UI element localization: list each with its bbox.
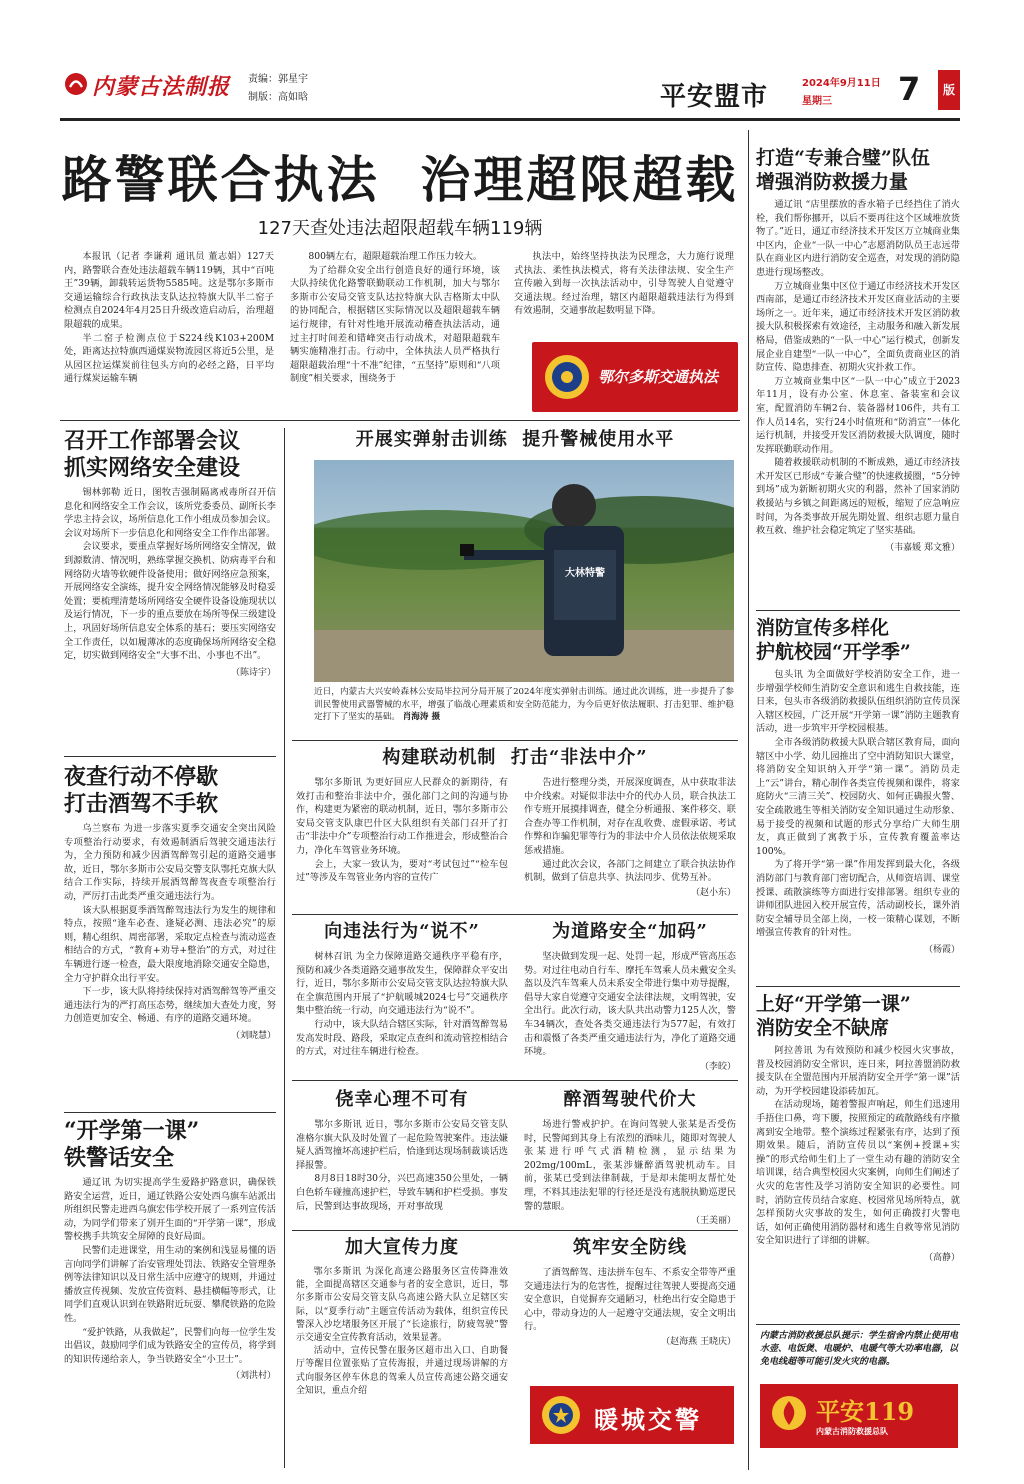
article-paragraph: 鄂尔多斯讯 近日，鄂尔多斯市公安局交管支队准格尔旗大队及时处置了一起危险驾驶案件。违法嫌疑人酒驾撞坏高速护栏后，恰逢到达现场制裁谈话选择报警。 (296, 1119, 508, 1171)
article-paragraph: 阿拉善讯 为有效预防和减少校园火灾事故，普及校园消防安全常识，连日来，阿拉善盟消防救援支队在全盟范围内开展消防安全开学“第一课”活动，为开学校园建设添砖加瓦。 (756, 1045, 960, 1097)
section-divider (292, 740, 738, 741)
lead-subheadline: 127天查处违法超限超载车辆119辆 (257, 218, 543, 239)
author-credit: （赵海燕 王晓庆） (661, 1336, 736, 1347)
left-column-rule (284, 428, 285, 1468)
article-paragraph: 通过此次会议，各部门之间建立了联合执法协作机制，做到了信息共享、执法同步、优势互补。 (524, 858, 736, 884)
mid-article-1-title: 构建联动机制 打击“非法中介” (382, 747, 648, 768)
traffic-enforcement-logo-text: 鄂尔多斯交通执法 (598, 368, 719, 386)
masthead-divider (60, 118, 960, 121)
lead-column-2 (290, 250, 500, 386)
lead-headline: 路警联合执法 治理超限超载 (61, 150, 739, 209)
article-paragraph: 场进行警戒护护。在询问驾驶人张某是否受伤时，民警闻到其身上有浓烈的酒味儿，随即对驾驶人张某进行呼气式酒精检测，显示结果为202mg/100mL，张某涉嫌醉酒驾驶机动车。目前，张某已受到法律制裁，于是却未能明友帮忙处理，不料其违法犯罪的行径还是没有逃脱执勤巡逻民警的慧眼。 (524, 1119, 736, 1212)
mid-article-1-col-2 (524, 776, 736, 900)
fire-emblem-icon (770, 1394, 808, 1436)
article-title-line: 增强消防救援力量 (756, 171, 909, 193)
left-article-1 (64, 428, 276, 678)
caption-text: 近日，内蒙古大兴安岭森林公安局毕拉河分局开展了2024年度实弹射击训练。通过此次训练，进一步提升了参训民警使用武器警械的水平，增强了临战心理素质和安全防范能力，为今后更好依法履职、打击犯罪、维护稳定打下了坚实的基础。 (314, 687, 734, 722)
author-credit: （韦嘉媛 郑文雅） (885, 542, 960, 553)
article-paragraph: 了酒驾醉驾、违法拼车包车、不系安全带等严重交通违法行为的危害性，提醒过往驾驶人要提高交通安全意识，自觉摒弃交通陋习，杜绝出行安全隐患于心中，带动身边的人一起遵守交通法规，安全文明出行。 (524, 1267, 736, 1333)
traffic-police-logo (530, 1386, 734, 1444)
safe-119-logo-text: 平安119 (816, 1397, 915, 1426)
right-column-rule (748, 130, 749, 1470)
mid-article-1-col-1 (296, 776, 508, 885)
fire-safety-tip: 内蒙古消防救援总队提示：学生宿舍内禁止使用电水壶、电饭煲、电暖炉、电暖气等大功率电器，以免电线超等可能引发火灾的电器。 (760, 1331, 959, 1367)
left-article-3 (64, 1118, 276, 1381)
lead-bottom-rule (60, 420, 740, 421)
article-paragraph: 万立城商业集中区“一队一中心”成立于2023年11月，设有办公室、休息室、备装室和会议室，配置消防车辆2台、装备器材106件，共有工作人员14名，实行24小时值班和“防消宣”一体化运行机制，并接受开发区消防救援大队调度，随时发挥联勤联动作用。 (756, 375, 960, 455)
article-paragraph: 通辽讯 为切实提高学生爱路护路意识，确保铁路安全运营，近日，通辽铁路公安处西乌旗车站派出所组织民警走进西乌旗宏伟学校开展了一系列宣传活动，为同学们带来了别开生面的“开学第一课”，形成警校携手共筑安全屏障的良好局面。 (64, 1177, 276, 1243)
newspaper-logo-icon (64, 72, 88, 96)
caption-credit: 肖海涛 摄 (402, 712, 441, 722)
page-number: 7 (898, 70, 921, 108)
lead-paragraph: 800辆左右，超限超载治理工作压力较大。 (308, 251, 483, 262)
mid-article-4-title: 侥幸心理不可有 (335, 1089, 469, 1110)
article-title-line: 护航校园“开学季” (756, 641, 911, 663)
safe-119-logo (760, 1384, 958, 1448)
photo-caption (314, 686, 734, 724)
article-title-line: 铁警话安全 (64, 1145, 175, 1171)
author-credit: （李皎） (699, 1061, 736, 1072)
lead-column-3 (514, 250, 734, 318)
section-divider (756, 1324, 960, 1325)
author-credit: （高静） (923, 1252, 960, 1263)
safe-119-logo-subtext: 内蒙古消防救援总队 (816, 1427, 888, 1436)
section-divider (756, 610, 960, 611)
producer-line: 制版：高如晗 (248, 92, 308, 103)
article-title-line: 夜查行动不停歇 (64, 764, 219, 790)
mid-article-3-title: 为道路安全“加码” (552, 921, 708, 942)
section-divider (292, 1230, 738, 1231)
author-credit: （刘洪村） (230, 1371, 276, 1382)
article-title-line: 抓实网络安全建设 (64, 455, 241, 481)
left-article-2 (64, 764, 276, 1041)
article-title-line: “开学第一课” (64, 1118, 200, 1144)
article-paragraph: 该大队根据夏季酒驾醉驾违法行为发生的规律和特点，按照“逢车必查、逢疑必测、违法必究”的原则，精心组织、周密部署，采取定点检查与流动巡查相结合的方式，“教育+劝导+整治”的方式，对过往车辆进行逐一检查，最大限度地消除交通安全隐患，全力守护群众出行平安。 (64, 904, 276, 984)
lead-paragraph: 为了给群众安全出行创造良好的通行环境，该大队持续优化路警联勤联动工作机制，加大与鄂尔多斯市公安局交管支队达拉特旗大队吉格斯太中队的协同配合，根据辖区实际情况以及超限超载车辆运行规律，有针对性地开展流动稽查执法活动，通过主打时间差和错峰突击行动战术，对超限超载车辆实施精准打击。行动中，全体执法人员严格执行超限超载治理“十不准”纪律，“五坚持”原则和“八项制度”相关要求，围绕务于 (290, 264, 500, 385)
article-paragraph: 鄂尔多斯讯 为深化高速公路服务区宣传降准效能，全面提高辖区交通参与者的安全意识，近日，鄂尔多斯市公安局交管支队乌高速公路大队立足辖区实际，以“夏季行动”主题宣传活动为载体，组织宣传民警深入沙圪堵服务区开展了“长途旅行，防疲驾驶”警示交通安全宣传教育活动，效果显著。 (296, 1267, 508, 1344)
article-paragraph: 包头讯 为全面做好学校消防安全工作，进一步增强学校师生消防安全意识和逃生自救技能，连日来，包头市各级消防救援队伍组织消防宣传员深入辖区校园，广泛开展“开学第一课”消防主题教育活动，进一步筑牢开学校园根基。 (756, 669, 960, 735)
section-divider (756, 986, 960, 987)
author-credit: （陈诗宇） (230, 667, 276, 678)
article-paragraph: 下一步，该大队将持续保持对酒驾醉驾等严重交通违法行为的严打高压态势，继续加大查处力度，努力创造更加安全、畅通、有序的道路交通环境。 (64, 986, 276, 1025)
traffic-police-logo-text: 暖城交警 (594, 1405, 702, 1434)
article-paragraph: 8月8日18时30分，兴巴高速350公里处，一辆白色轿车碰撞高速护栏，导致车辆和护栏受损。事发后，民警到达事故现场，开对事故现 (296, 1173, 508, 1212)
article-paragraph: 在活动现场，随着警报声响起，师生们迅速用手捂住口鼻，弯下腰，按照预定的疏散路线有序撤离到安全地带。整个演练过程紧张有序，达到了预期效果。随后，消防宣传员以“案例+授课+实操”的形式给师生们上了一堂生动有趣的消防安全培训课，结合典型校园火灾案例，向师生们阐述了火灾的危害性及学习消防安全知识的必要性。同时，消防宣传员结合家庭、校园常见场所特点，就怎样预防火灾事故的发生，如何正确拨打火警电话，如何正确使用消防器材和逃生自救等常见消防安全知识进行了详细的讲解。 (756, 1099, 960, 1247)
article-title-line: 打击酒驾不手软 (64, 791, 219, 817)
article-paragraph: 民警们走进课堂，用生动的案例和浅显易懂的语言向同学们讲解了治安管理处罚法、铁路安全管理条例等法律知识以及日常生活中应遵守的规则，并通过播放宣传视频、发放宣传资料、悬挂横幅等形式，让同学们直观认识到在铁路附近玩耍、攀爬铁路的危险性。 (64, 1244, 276, 1324)
mid-article-2-title: 向违法行为“说不” (324, 921, 480, 942)
author-credit: （赵小东） (690, 887, 736, 898)
newspaper-logo-text: 内蒙古法制报 (92, 74, 231, 100)
article-paragraph: “爱护铁路，从我做起”，民警们向每一位学生发出倡议，鼓励同学们成为铁路安全的宣传员，将学到的知识传递给亲人，争当铁路安全“小卫士”。 (64, 1326, 276, 1365)
right-article-1 (756, 146, 960, 553)
vest-label: 大林特警 (565, 568, 605, 579)
right-article-3 (756, 992, 960, 1263)
mid-article-7-title: 筑牢安全防线 (573, 1237, 687, 1258)
article-paragraph: 坚决做到发现一起、处罚一起，形成严管高压态势。对过往电动自行车、摩托车驾乘人员未戴安全头盔以及汽车驾乘人员未系安全带进行集中劝导提醒，倡导大家自觉遵守交通安全法律法规，文明驾驶，安全出行。此次行动，该大队共出动警力125人次，警车34辆次，查处各类交通违法行为577起，有效打击和震慑了各类严重交通违法行为，净化了道路交通环境。 (524, 951, 736, 1058)
mid-article-6-title: 加大宣传力度 (345, 1237, 459, 1258)
author-credit: （杨霞） (923, 944, 960, 955)
mid-article-7-body (524, 1266, 736, 1350)
article-title-line: 上好“开学第一课” (756, 993, 911, 1015)
page-badge (938, 70, 960, 110)
article-paragraph: 会上，大家一致认为，要对“考试包过”“检车包过”等涉及车驾管业务内容的宣传广 (296, 858, 508, 884)
author-credit: （刘晓慧） (230, 1030, 276, 1041)
photo-story-title: 开展实弹射击训练 提升警械使用水平 (355, 429, 675, 450)
issue-date: 2024年9月11日 (802, 78, 881, 89)
police-badge-icon (540, 1394, 582, 1440)
page-suffix: 版 (942, 83, 955, 97)
article-title-line: 打造“专兼合璧”队伍 (756, 147, 930, 169)
masthead (60, 66, 960, 118)
lead-paragraph: 本报讯（记者 李谦莉 通讯员 董志娟）127天内，路警联合查处违法超载车辆119辆，其中“百吨王”39辆，卸载转运货物5585吨。这是鄂尔多斯市交通运输综合行政执法支队达拉特旗大队半二窑子检测点自2024年4月25日升级改造启动后，治理超限超载的成果。 (64, 251, 274, 330)
mid-article-2-body (296, 950, 508, 1059)
article-paragraph: 为了将开学“第一课”作用发挥到最大化，各级消防部门与教育部门密切配合，从师资培训、课堂授课、疏散演练等方面进行安排部署。组织专业的讲师团队进园入校开展宣传，活动副校长，课外消防安全辅导员全部上岗，一校一策精心谋划，不断增强宣传教育的针对性。 (756, 859, 960, 939)
mid-article-6-body (296, 1266, 508, 1398)
author-credit: （王美丽） (690, 1216, 736, 1227)
article-title-line: 消防宣传多样化 (756, 617, 890, 639)
article-paragraph: 鄂尔多斯讯 为更好回应人民群众的新期待，有效打击和整治非法中介，强化部门之间的沟通与协作，构建更为紧密的联动机制，近日，鄂尔多斯市公安局交管支队康巴什区大队组织有关部门召开了打击“非法中介”专项整治行动工作推进会，形成整治合力，净化车驾管业务环境。 (296, 777, 508, 856)
section-divider (292, 1080, 738, 1081)
mid-article-4-body (296, 1118, 508, 1213)
section-title: 平安盟市 (660, 82, 769, 112)
mid-article-5-title: 醉酒驾驶代价大 (563, 1089, 697, 1110)
article-title-line: 消防安全不缺席 (756, 1017, 890, 1039)
article-paragraph: 会议要求，要重点掌握好场所网络安全情况，做到源数清、情况明，熟练掌握交换机、防病毒平台和网络防火墙等软硬件设备使用；做好网络应急预案，开展网络安全演练，提升安全网络情况能够及时稳妥处置；要梳理清楚场所网络安全硬件设备设施现状以及运行情况，下一步的重点要放在场所等保三级建设上，巩固好场所信息安全体系的基石；要压实网络安全工作责任，以如履薄冰的态度确保场所网络安全稳定，切实做到网络安全“大事不出、小事也不出”。 (64, 541, 276, 662)
traffic-enforcement-logo (532, 342, 738, 412)
article-paragraph: 活动中，宣传民警在服务区超市出入口、自助餐厅等醒目位置张贴了宣传海报，并通过现场讲解的方式向服务区停车休息的驾乘人员宣传高速公路交通安全知识，重点介绍 (296, 1346, 508, 1396)
article-paragraph: 全市各级消防救援大队联合辖区教育局，面向辖区中小学、幼儿园推出了空中消防知识大课堂，将消防安全知识纳入开学“第一课”。消防员走上“云”讲台，精心制作各类宣传视频和课件，将家庭防火“三清三关”、校园防火、如何正确报火警、安全疏散逃生等相关消防安全知识通过生动形象、易于接受的视频和试题的形式分享给广大师生朋友，真正做到了寓教于乐，宣传教育覆盖率达100%。 (756, 736, 960, 857)
lead-paragraph: 执法中，始终坚持执法为民理念，大力施行说理式执法、柔性执法模式，将有关法律法规、安全生产宣传融入到每一次执法活动中，引导驾驶人自觉遵守交通法规。经过治理，辖区内超限超载违法行为得到有效遏制，交通事故起数明显下降。 (514, 251, 734, 317)
lead-column-1 (64, 250, 274, 386)
article-title-line: 召开工作部署会议 (64, 428, 241, 454)
article-paragraph: 通辽讯 “店里摆放的香水箱子已经挡住了消火栓，我们帮你挪开，以后不要再往这个区域堆放货物了。”近日，通辽市经济技术开发区万立城商业集中区内，企业“一队一中心”志愿消防队员王志远带队在商业区内进行消防安全巡查，对发现的消防隐患进行现场整改。 (756, 199, 960, 278)
issue-weekday: 星期三 (802, 96, 832, 107)
article-paragraph: 树林召讯 为全力保障道路交通秩序平稳有序，预防和减少各类道路交通事故发生，保障群众平安出行，近日，鄂尔多斯市公安局交管支队达拉特旗大队在全旗范围内开展了“护航暖城2024七号”交通秩序集中整治统一行动，向交通违法行为“说不”。 (296, 951, 508, 1017)
editor-line: 责编：郭星宇 (248, 74, 308, 85)
mid-article-3-body (524, 950, 736, 1074)
section-divider (64, 1112, 276, 1113)
article-paragraph: 行动中，该大队结合辖区实际，针对酒驾醉驾易发高发时段、路段，采取定点查纠和流动管控相结合的方式，对过往车辆进行检查。 (296, 1018, 508, 1058)
article-paragraph: 万立城商业集中区位于通辽市经济技术开发区西南部，是通辽市经济技术开发区商业活动的主要场所之一。近年来，通辽市经济技术开发区消防救援大队积极探索有效途径，主动服务和融入新发展格局，借鉴成熟的“一队一中心”运行模式，创新发展企业自建型“一队一中心”，全面负责商业区的消防宣传、隐患排查、初期火灾扑救工作。 (756, 280, 960, 374)
article-paragraph: 乌兰察布 为进一步落实夏季交通安全突出风险专项整治行动要求，有效遏制酒后驾驶交通违法行为，全力预防和减少因酒驾醉驾引起的道路交通事故，近日，鄂尔多斯市公安局交警支队鄂托克旗大队结合工作实际，持续开展酒驾醉驾夜查专项整治行动，严厉打击此类严重交通违法行为。 (64, 823, 276, 902)
article-paragraph: 锡林郭勒 近日，图牧吉强制隔离戒毒所召开信息化和网络安全工作会议，该所党委委员、副所长李学忠主持会议，场所信息化工作小组成员参加会议。会议对场所下一步信息化和网络安全工作作出部署。 (64, 487, 276, 539)
right-article-2 (756, 616, 960, 955)
article-paragraph: 随着救援联动机制的不断成熟，通辽市经济技术开发区已形成“专兼合璧”的快速救援圈，“5分钟到场”成为新断初期火灾的利器，然补了国家消防救援站与乡镇之间距离远的短板，缩短了应急响应时间，为各类事故开展先期处置、组织志愿力量自救互救、维护社会稳定筑定了坚实基础。 (756, 457, 960, 537)
section-divider (64, 756, 276, 757)
police-emblem-icon (542, 352, 592, 406)
lead-paragraph: 半二窑子检测点位于S224线K103+200M处，距离达拉特旗西通煤炭物流园区将近5公里，是从园区拉运煤炭前往包头方向的必经之路，日平均通行煤炭运输车辆 (64, 332, 274, 385)
article-paragraph: 告进行整理分类，开展深度调查，从中获取非法中介线索。对疑似非法中介的代办人员，联合执法工作专班开展摸排调查，健全分析通报、案件移交、联合查办等工作机制，对存在乱收费、虚假承诺、考试作弊和诈骗犯罪等行为的非法中介人员依法依规采取惩戒措施。 (524, 777, 736, 856)
shooting-training-photo (314, 460, 734, 682)
mid-article-5-body (524, 1118, 736, 1229)
section-divider (292, 914, 738, 915)
